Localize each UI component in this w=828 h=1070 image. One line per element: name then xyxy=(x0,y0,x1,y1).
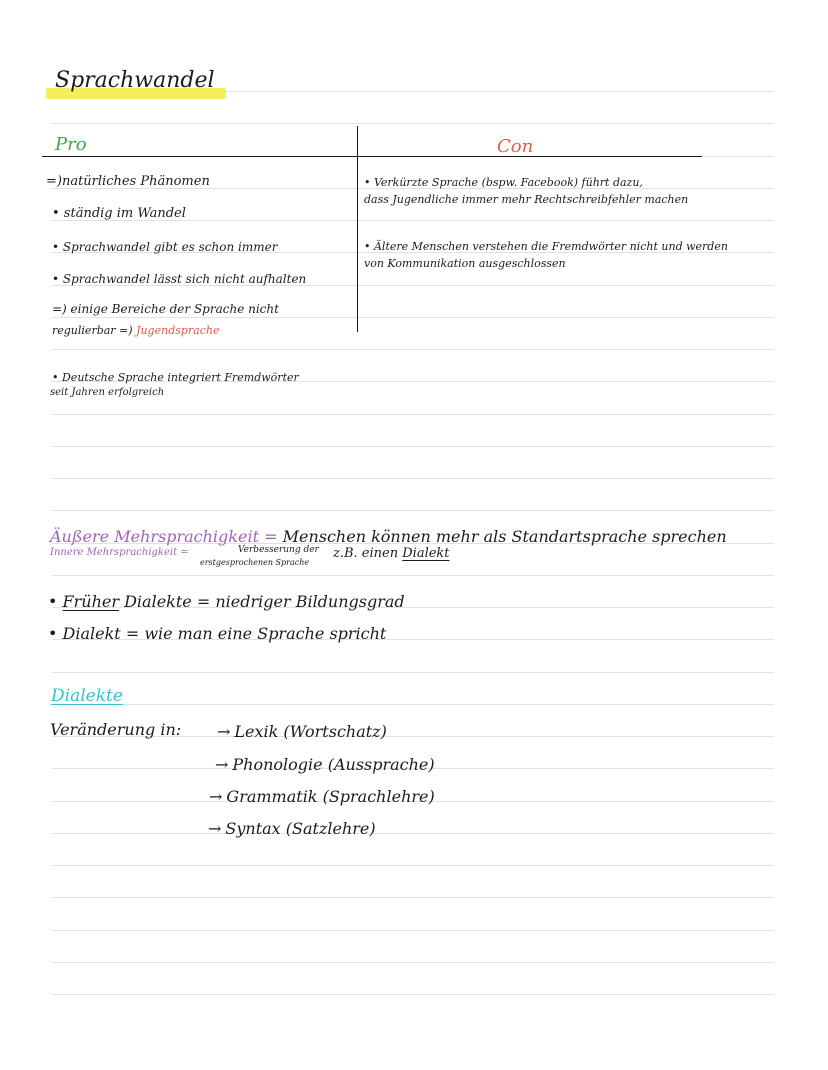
dialekt-example xyxy=(333,546,450,561)
ruled-line xyxy=(52,349,774,350)
page-title: Sprachwandel xyxy=(55,68,215,93)
extra-pro-line: seit Jahren erfolgreich xyxy=(50,387,165,398)
dialekte-item xyxy=(208,819,376,838)
aussere-label: Äußere Mehrsprachigkeit = xyxy=(50,527,278,546)
pro-item: =)natürliches Phänomen xyxy=(46,174,210,189)
dialekte-heading: Dialekte xyxy=(51,686,123,706)
bullet-rest: Dialekte = niedriger Bildungsgrad xyxy=(119,592,405,611)
arrow-icon: → xyxy=(209,787,223,806)
ruled-line xyxy=(52,833,774,834)
dialekte-item xyxy=(217,722,387,741)
table-vertical-divider xyxy=(357,126,358,332)
ruled-line xyxy=(52,865,774,866)
ruled-line xyxy=(52,672,774,673)
bullet-lead: Dialekt xyxy=(62,624,121,643)
dialekte-item-text: Lexik (Wortschatz) xyxy=(234,722,387,741)
innere-label: Innere Mehrsprachigkeit = xyxy=(50,547,189,558)
bullet-item xyxy=(48,624,386,643)
innere-definition: Verbesserung der xyxy=(238,545,319,555)
ruled-line xyxy=(52,962,774,963)
con-item: von Kommunikation ausgeschlossen xyxy=(364,257,566,270)
ruled-line xyxy=(52,704,774,705)
bullet-lead: Früher xyxy=(62,592,120,611)
ruled-line xyxy=(52,575,774,576)
con-item: • Ältere Menschen verstehen die Fremdwörter nicht und werden xyxy=(364,240,728,253)
aussere-definition: Menschen können mehr als Standartsprache sprechen xyxy=(282,527,727,546)
ruled-line xyxy=(52,123,774,124)
ruled-line xyxy=(52,414,774,415)
con-header: Con xyxy=(497,136,534,157)
aussere-mehrsprachigkeit xyxy=(50,527,727,546)
bullet-rest: = wie man eine Sprache spricht xyxy=(120,624,387,643)
dialekte-intro: Veränderung in: xyxy=(50,720,182,739)
dialekte-item-text: Syntax (Satzlehre) xyxy=(225,819,376,838)
innere-definition: erstgesprochenen Sprache xyxy=(200,558,310,567)
ruled-line xyxy=(52,510,774,511)
con-item: dass Jugendliche immer mehr Rechtschreibfehler machen xyxy=(364,193,689,206)
example-prefix: z.B. einen xyxy=(333,546,399,561)
table-horizontal-divider xyxy=(42,156,702,157)
bullet-dot: • xyxy=(48,592,63,611)
dialekte-item-text: Phonologie (Aussprache) xyxy=(232,755,435,774)
arrow-icon: → xyxy=(208,819,222,838)
jugendsprache-label: Jugendsprache xyxy=(136,324,220,337)
arrow-icon: → xyxy=(217,722,231,741)
bullet-dot: • xyxy=(48,624,63,643)
ruled-line xyxy=(52,930,774,931)
dialekte-item-text: Grammatik (Sprachlehre) xyxy=(226,787,435,806)
ruled-line xyxy=(52,446,774,447)
ruled-line xyxy=(52,897,774,898)
pro-item: =) einige Bereiche der Sprache nicht xyxy=(52,302,279,316)
pro-item: • Sprachwandel lässt sich nicht aufhalten xyxy=(52,272,307,286)
dialekte-item xyxy=(209,787,435,806)
pro-item: • Sprachwandel gibt es schon immer xyxy=(52,240,278,254)
ruled-line xyxy=(52,317,774,318)
example-word: Dialekt xyxy=(402,546,450,561)
pro-item-text: regulierbar =) xyxy=(52,324,133,337)
pro-item: • ständig im Wandel xyxy=(52,206,186,221)
extra-pro-line: • Deutsche Sprache integriert Fremdwörter xyxy=(52,371,299,384)
con-item: • Verkürzte Sprache (bspw. Facebook) führt dazu, xyxy=(364,176,643,189)
arrow-icon: → xyxy=(215,755,229,774)
dialekte-item xyxy=(215,755,435,774)
ruled-line xyxy=(52,994,774,995)
pro-header: Pro xyxy=(55,134,87,155)
bullet-item xyxy=(48,592,405,611)
ruled-line xyxy=(52,478,774,479)
pro-item xyxy=(52,324,220,337)
